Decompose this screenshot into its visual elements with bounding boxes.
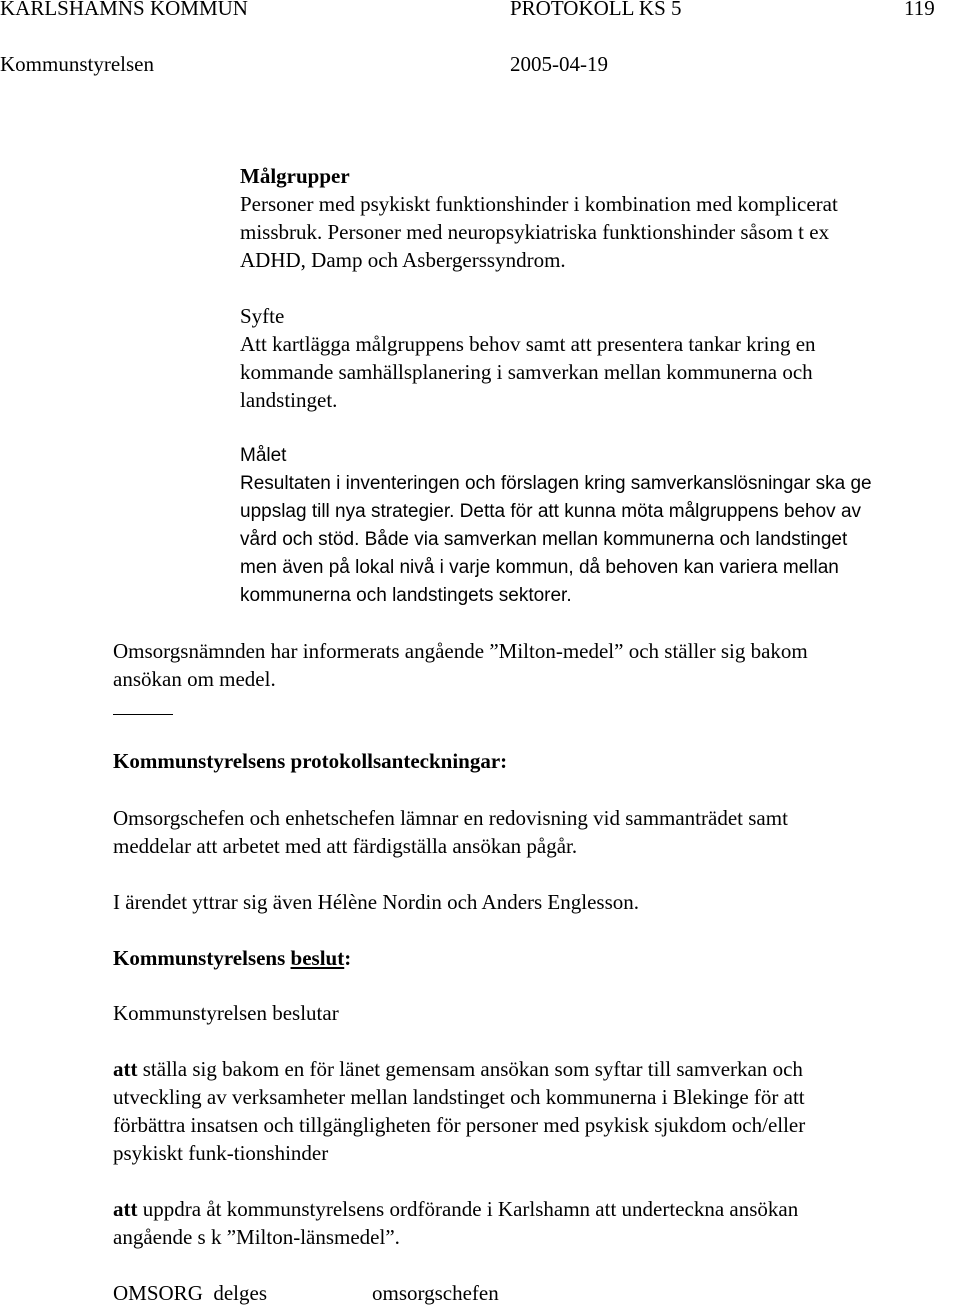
malet-line: vård och stöd. Både via samverkan mellan kommunerna och landstinget — [240, 529, 848, 550]
att-keyword: att — [113, 1197, 138, 1221]
malgrupper-line: Personer med psykiskt funktionshinder i kombination med komplicerat — [240, 192, 838, 216]
beslut-heading-prefix: Kommunstyrelsens — [113, 946, 291, 970]
malet-line: kommunerna och landstingets sektorer. — [240, 585, 572, 606]
anteckningar-heading: Kommunstyrelsens protokollsanteckningar: — [113, 749, 508, 773]
distribution-label: OMSORG delges — [113, 1281, 268, 1305]
beslut-item-text: ställa sig bakom en för länet gemensam ansökan som syftar till samverkan och — [137, 1057, 803, 1081]
malet-heading: Målet — [240, 445, 287, 466]
omsorg-info-line: Omsorgsnämnden har informerats angående ”Milton-medel” och ställer sig bakom — [113, 639, 808, 663]
malet-line: men även på lokal nivå i varje kommun, då behoven kan variera mellan — [240, 557, 839, 578]
beslut-item-1-line: förbättra insatsen och tillgängligheten för personer med psykisk sjukdom och/eller — [113, 1113, 806, 1137]
syfte-line: Att kartlägga målgruppens behov samt att presentera tankar kring en — [240, 332, 816, 356]
anteckningar-line: meddelar att arbetet med att färdigställa ansökan pågår. — [113, 834, 578, 858]
header-date: 2005-04-19 — [510, 52, 608, 76]
syfte-heading: Syfte — [240, 304, 285, 328]
beslut-item-text: uppdra åt kommunstyrelsens ordförande i Karlshamn att underteckna ansökan — [137, 1197, 799, 1221]
malgrupper-line: ADHD, Damp och Asbergerssyndrom. — [240, 248, 566, 272]
syfte-line: kommande samhällsplanering i samverkan mellan kommunerna och — [240, 360, 813, 384]
header-page-number: 119 — [904, 0, 935, 20]
beslut-item-1-line: utveckling av verksamheter mellan landstinget och kommunerna i Blekinge för att — [113, 1085, 805, 1109]
distribution-recipient: omsorgschefen — [372, 1281, 499, 1305]
header-org: KARLSHAMNS KOMMUN — [0, 0, 248, 20]
beslut-heading-underlined: beslut — [290, 946, 345, 970]
anteckningar-speakers: I ärendet yttrar sig även Hélène Nordin och Anders Englesson. — [113, 890, 640, 914]
beslut-heading — [113, 944, 351, 972]
malgrupper-heading: Målgrupper — [240, 164, 350, 188]
malgrupper-line: missbruk. Personer med neuropsykiatriska funktionshinder såsom t ex — [240, 220, 830, 244]
header-body: Kommunstyrelsen — [0, 52, 154, 76]
malet-line: uppslag till nya strategier. Detta för att kunna möta målgruppens behov av — [240, 501, 862, 522]
header-doc-title: PROTOKOLL KS 5 — [510, 0, 682, 20]
beslut-item-1-line: psykiskt funk-tionshinder — [113, 1141, 329, 1165]
beslut-heading-suffix: : — [344, 946, 352, 970]
anteckningar-line: Omsorgschefen och enhetschefen lämnar en redovisning vid sammanträdet samt — [113, 806, 788, 830]
beslut-item-2-first-line — [113, 1195, 798, 1223]
beslut-item-1-first-line — [113, 1055, 803, 1083]
att-keyword: att — [113, 1057, 138, 1081]
separator-line — [113, 714, 173, 715]
malet-line: Resultaten i inventeringen och förslagen kring samverkanslösningar ska ge — [240, 473, 872, 494]
beslut-intro: Kommunstyrelsen beslutar — [113, 1001, 339, 1025]
syfte-line: landstinget. — [240, 388, 338, 412]
omsorg-info-line: ansökan om medel. — [113, 667, 276, 691]
beslut-item-2-line: angående s k ”Milton-länsmedel”. — [113, 1225, 400, 1249]
